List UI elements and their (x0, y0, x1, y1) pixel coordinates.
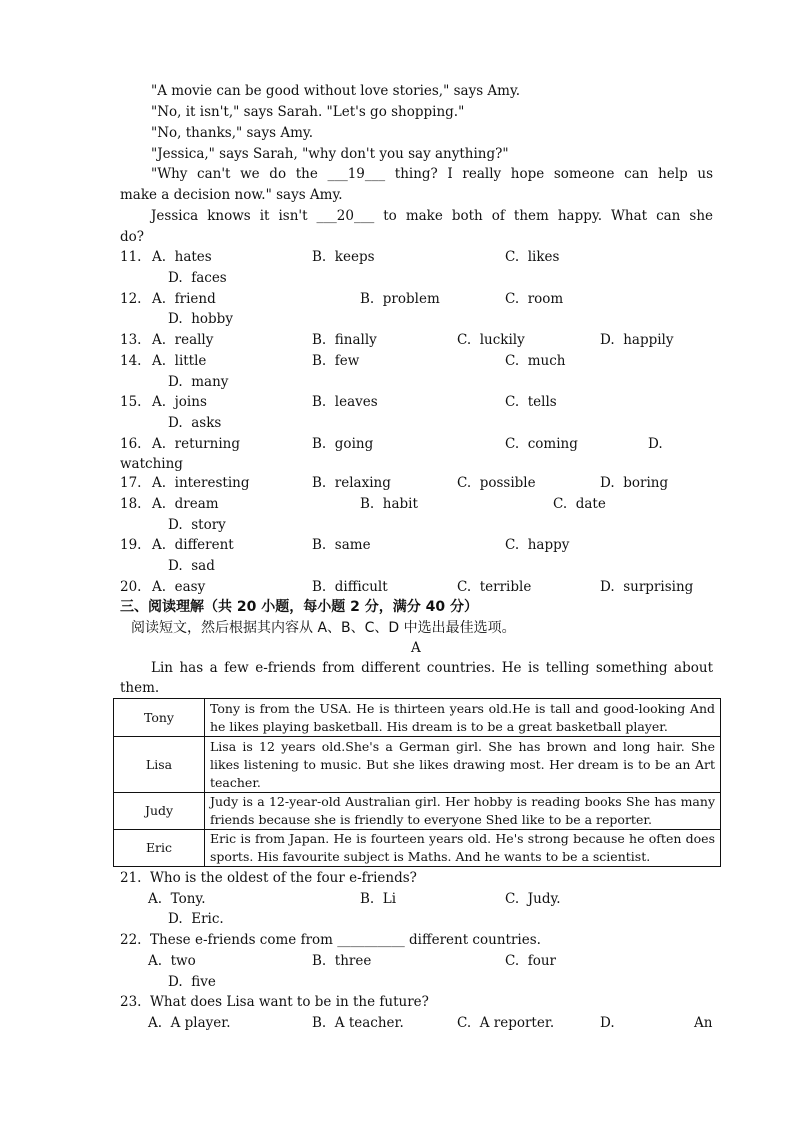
table-row (114, 793, 721, 830)
option-b: B. going (312, 436, 374, 452)
friend-name: Tony (114, 699, 205, 737)
option-d-text: An (694, 1015, 713, 1031)
option-d: D. (600, 1015, 615, 1031)
friend-description: Judy is a 12-year-old Australian girl. Her hobby is reading books She has many friends because she is friendly to everyone Shed like to be a reporter. (205, 793, 721, 830)
e-friends-table (113, 698, 721, 867)
option-d: D. asks (168, 415, 222, 431)
passage-line: "No, thanks," says Amy. (151, 125, 313, 141)
option-d: D. many (168, 374, 229, 390)
option-a: A. different (152, 537, 234, 553)
option-a: A. really (152, 332, 214, 348)
option-c: C. likes (505, 249, 560, 265)
option-a: A. returning (152, 436, 240, 452)
option-d-text: watching (120, 456, 183, 472)
option-a: A. easy (152, 579, 206, 595)
option-c: C. A reporter. (457, 1015, 555, 1031)
question-number: 17. (120, 475, 142, 491)
reading-intro: Lin has a few e-friends from different countries. He is telling something about (151, 660, 713, 676)
passage-line: Jessica knows it isn't ___20___ to make both of them happy. What can she (151, 208, 713, 224)
question-number: 16. (120, 436, 142, 452)
question-number: 20. (120, 579, 142, 595)
question-number: 19. (120, 537, 142, 553)
option-d: D. Eric. (168, 911, 224, 927)
option-b: B. difficult (312, 579, 388, 595)
option-c: C. luckily (457, 332, 525, 348)
friend-name: Eric (114, 830, 205, 867)
option-c: C. Judy. (505, 891, 561, 907)
option-b: B. Li (360, 891, 397, 907)
option-a: A. dream (152, 496, 219, 512)
question-number: 12. (120, 291, 142, 307)
option-b: B. same (312, 537, 371, 553)
option-c: C. room (505, 291, 564, 307)
friend-description: Tony is from the USA. He is thirteen years old.He is tall and good-looking And he likes playing basketball. His dream is to be a great basketball player. (205, 699, 721, 737)
option-d: D. boring (600, 475, 669, 491)
table-row (114, 737, 721, 793)
option-c: C. happy (505, 537, 570, 553)
option-b: B. few (312, 353, 360, 369)
option-d: D. happily (600, 332, 674, 348)
option-a: A. joins (152, 394, 207, 410)
option-a: A. interesting (152, 475, 250, 491)
option-a: A. hates (152, 249, 212, 265)
friend-name: Judy (114, 793, 205, 830)
question-number: 13. (120, 332, 142, 348)
option-a: A. A player. (148, 1015, 231, 1031)
section-instruction: 阅读短文，然后根据其内容从 A、B、C、D 中选出最佳选项。 (131, 620, 516, 636)
passage-line: make a decision now." says Amy. (120, 187, 343, 203)
option-c: C. tells (505, 394, 557, 410)
option-d: D. five (168, 974, 216, 990)
option-c: C. date (553, 496, 606, 512)
option-b: B. relaxing (312, 475, 391, 491)
option-c: C. four (505, 953, 556, 969)
passage-line: do? (120, 229, 145, 245)
question-number: 18. (120, 496, 142, 512)
passage-label: A (411, 640, 421, 656)
passage-line: "Why can't we do the ___19___ thing? I really hope someone can help us (151, 166, 713, 182)
table-row (114, 830, 721, 867)
option-c: C. possible (457, 475, 536, 491)
section-heading: 三、阅读理解（共 20 小题，每小题 2 分，满分 40 分） (120, 599, 478, 615)
passage-line: "Jessica," says Sarah, "why don't you say anything?" (151, 146, 509, 162)
option-d: D. hobby (168, 311, 233, 327)
option-c: C. much (505, 353, 566, 369)
option-b: B. keeps (312, 249, 375, 265)
option-a: A. little (152, 353, 207, 369)
option-a: A. two (148, 953, 196, 969)
option-b: B. three (312, 953, 372, 969)
option-a: A. Tony. (148, 891, 206, 907)
friend-name: Lisa (114, 737, 205, 793)
question-22: 22. These e-friends come from __________ different countries. (120, 932, 541, 948)
question-number: 14. (120, 353, 142, 369)
passage-line: "No, it isn't," says Sarah. "Let's go shopping." (151, 104, 465, 120)
question-number: 15. (120, 394, 142, 410)
option-d: D. surprising (600, 579, 694, 595)
option-c: C. coming (505, 436, 578, 452)
table-row (114, 699, 721, 737)
option-c: C. terrible (457, 579, 532, 595)
option-d: D. sad (168, 558, 215, 574)
option-a: A. friend (152, 291, 216, 307)
friend-description: Eric is from Japan. He is fourteen years old. He's strong because he often does sports. His favourite subject is Maths. And he wants to be a scientist. (205, 830, 721, 867)
option-b: B. A teacher. (312, 1015, 404, 1031)
question-23: 23. What does Lisa want to be in the future? (120, 994, 429, 1010)
option-d: D. story (168, 517, 226, 533)
passage-line: "A movie can be good without love stories," says Amy. (151, 83, 521, 99)
question-21: 21. Who is the oldest of the four e-friends? (120, 870, 417, 886)
option-b: B. problem (360, 291, 440, 307)
option-b: B. finally (312, 332, 377, 348)
friend-description: Lisa is 12 years old.She's a German girl. She has brown and long hair. She likes listening to music. But she likes drawing most. Her dream is to be an Art teacher. (205, 737, 721, 793)
reading-intro: them. (120, 680, 160, 696)
option-b: B. habit (360, 496, 418, 512)
option-b: B. leaves (312, 394, 378, 410)
option-d: D. (648, 436, 663, 452)
question-number: 11. (120, 249, 142, 265)
option-d: D. faces (168, 270, 227, 286)
